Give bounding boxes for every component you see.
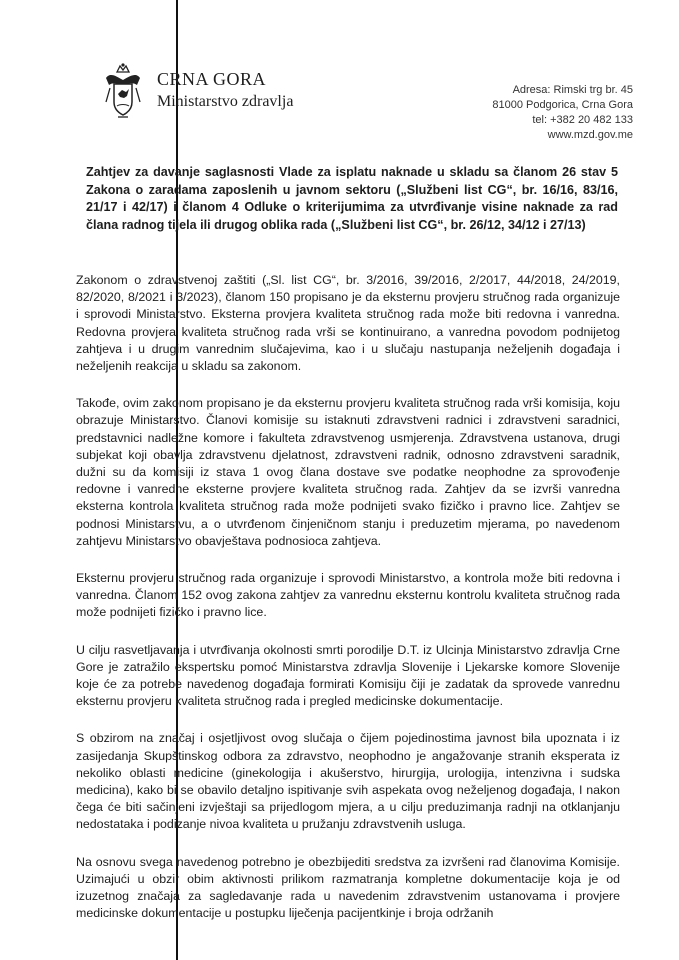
address-city: 81000 Podgorica, Crna Gora (492, 99, 633, 111)
address-line: Adresa: Rimski trg br. 45 (512, 84, 633, 96)
document-subject: Zahtjev za davanje saglasnosti Vlade za isplatu naknade u skladu sa članom 26 stav 5 Zakona o zaradama zaposlenih u javnom sektoru („Službeni list CG“, br. 16/16, 83/16, 21/17 i 42/17) i članom 4 Odluke o kriterijumima za utvrđivanje visine naknade za rad člana radnog tijela ili drugog oblika rada („Službeni list CG“, br. 26/12, 34/12 i 27/13) (86, 165, 618, 232)
org-name: CRNA GORA (157, 69, 267, 89)
paragraph: Zakonom o zdravstvenoj zaštiti („Sl. list CG“, br. 3/2016, 39/2016, 2/2017, 44/2018, 24/2019, 82/2020, 8/2021 i 3/2023), članom 150 propisano je da eksternu provjeru stručnog rada organizuje i sprovodi Ministarstvo. Eksterna provjera kvaliteta stručnog rada može biti redovna i vanredna. Redovna provjera kvaliteta stručnog rada vrši se kontinuirano, a vanredna povodom podnijetog zahtjeva i u drugim vanrednim slučajevima, kao i u slučaju nastupanja neželjenih događaja i neželjenih reakcija u skladu sa zakonom. (76, 273, 620, 374)
coat-of-arms-icon (100, 62, 146, 120)
address-block (492, 83, 633, 143)
paragraph: S obzirom na značaj i osjetljivost ovog slučaja o čijem pojedinostima javnost bila upoznata i iz zasijedanja Skupštinskog odbora za zdravstvo, neophodno je angažovanje stranih eksperata iz nekoliko oblasti medicine (ginekologija i akušerstvo, hirurgija, urologija, intenzivna i sudska medicina), kako bi se obavilo detaljno ispitivanje svih aspekata ovog neželjenog događaja, I nakon čega će biti sačinjeni izvještaji sa prijedlogom mjera, a u cilju preduzimanja radnji na otklanjanju nedostataka i podizanje nivoa kvaliteta u pružanju zdravstvenih usluga. (76, 731, 620, 832)
paragraph: Takođe, ovim zakonom propisano je da eksternu provjeru kvaliteta stručnog rada vrši komisija, koju obrazuje Ministarstvo. Članovi komisije su istaknuti zdravstveni radnici i zdravstveni saradnici, predstavnici nadležne komore i fakulteta zdravstvenog usmjerenja. Zdravstvena ustanova, drugi subjekat koji obavlja zdravstvenu djelatnost, zdravstveni radnik, odnosno zdravstveni saradnik, dužni su da komisiji iz stava 1 ovog člana dostave sve podatke neophodne za sprovođenje redovne i vanredne eksterne provjere kvaliteta stručnog rada. Zahtjev da se izvrši vanredna eksterna kontrola kvaliteta stručnog rada može podnijeti svako fizičko i pravno lice. Zahtjev se podnosi Ministarstvu, a o utvrđenom činjeničnom stanju i preduzetim mjerama, po navedenom zahtjevu Ministarstvo obavještava podnosioca zahtjeva. (76, 396, 620, 548)
paragraph: Na osnovu svega navedenog potrebno je obezbijediti sredstva za izvršeni rad članovima Komisije. Uzimajući u obzir obim aktivnosti prilikom razmatranja kompletne dokumentacije koja je od izuzetnog značaja za sagledavanje rada u navedenim zdravstvenim ustanovama i provjere medicinske dokumentacije u postupku liječenja pacijentkinje i broja održanih (76, 854, 620, 921)
paragraph: U cilju rasvetljavanja i utvrđivanja okolnosti smrti porodilje D.T. iz Ulcinja Ministarstvo zdravlja Crne Gore je zatražilo ekspertsku pomoć Ministarstva zdravlja Slovenije i Ljekarske komore Slovenije koje će za potrebe navedenog događaja formirati Komisiju čiji je zadatak da sprovede vanrednu eksternu provjeru kvaliteta stručnog rada i pregled medicinske dokumentacije. (76, 642, 620, 709)
organization-block (157, 68, 293, 113)
address-website: www.mzd.gov.me (547, 129, 633, 141)
ministry-name: Ministarstvo zdravlja (157, 93, 294, 110)
paragraph: Eksternu provjeru stručnog rada organizuje i sprovodi Ministarstvo, a kontrola može biti redovna i vanredna. Članom 152 ovog zakona zahtjev za vanrednu eksternu kontrolu kvaliteta stručnog rada može podnijeti fizičko i pravno lice. (76, 571, 620, 620)
address-phone: tel: +382 20 482 133 (532, 114, 633, 126)
document-body (76, 272, 620, 943)
